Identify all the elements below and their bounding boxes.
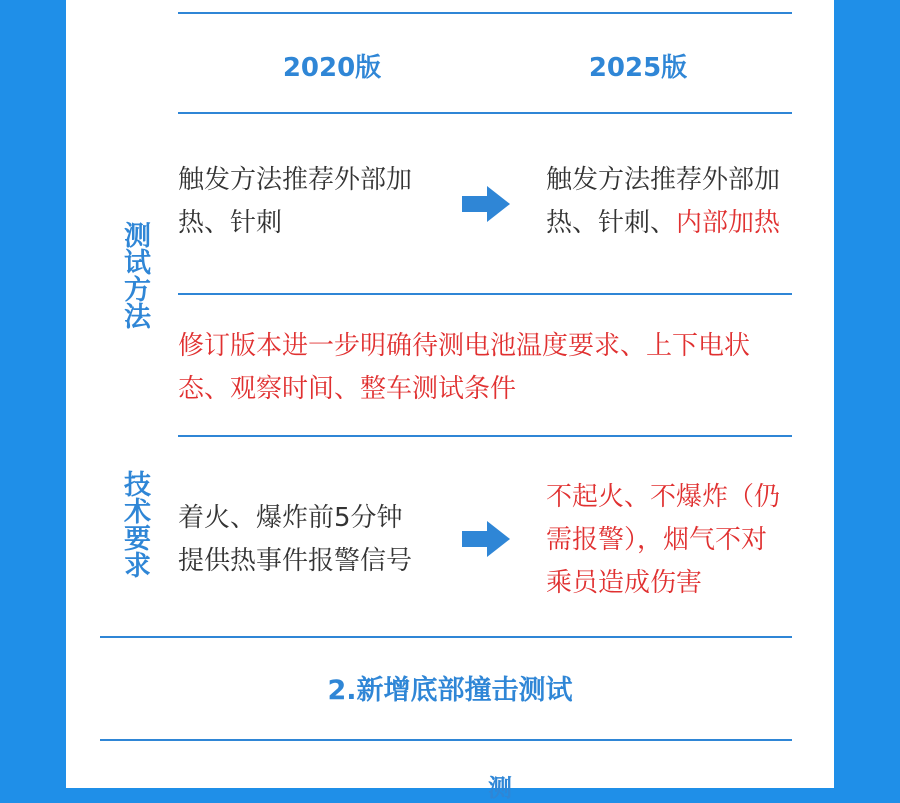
row-label-tech-req: 技术要求 xyxy=(119,470,150,578)
right-arrow-icon xyxy=(459,518,513,560)
new-method-line2-highlight: 内部加热 xyxy=(676,208,781,238)
next-row-label-partial: 测 xyxy=(488,774,512,802)
new-method-line2 xyxy=(546,202,780,245)
revision-note-line2: 态、观察时间、整车测试条件 xyxy=(178,374,517,404)
column-header-2025: 2025版 xyxy=(588,53,688,83)
new-method-line1: 触发方法推荐外部加 xyxy=(546,165,781,195)
right-arrow-icon xyxy=(459,183,513,225)
new-req-line2: 需报警），烟气不对 xyxy=(546,525,768,555)
divider-mid-1 xyxy=(178,293,792,295)
old-req-line2: 提供热事件报警信号 xyxy=(178,546,413,576)
row-label-test-method: 测试方法 xyxy=(119,221,150,329)
new-method-line2-prefix: 热、针刺、 xyxy=(546,208,677,238)
divider-section-top xyxy=(100,636,792,638)
old-method-line1: 触发方法推荐外部加 xyxy=(178,165,413,195)
divider-section-bottom xyxy=(100,739,792,741)
divider-mid-2 xyxy=(178,435,792,437)
new-req-line1: 不起火、不爆炸（仍 xyxy=(546,482,781,512)
new-req-line3: 乘员造成伤害 xyxy=(546,568,703,598)
revision-note-line1: 修订版本进一步明确待测电池温度要求、上下电状 xyxy=(178,331,751,361)
divider-top xyxy=(178,12,792,14)
old-req-line1: 着火、爆炸前5分钟 xyxy=(178,503,403,533)
old-method-line2: 热、针刺 xyxy=(178,208,283,238)
divider-header-bottom xyxy=(178,112,792,114)
section-title-bottom-impact: 2.新增底部撞击测试 xyxy=(327,675,573,706)
column-header-2020: 2020版 xyxy=(282,53,382,83)
